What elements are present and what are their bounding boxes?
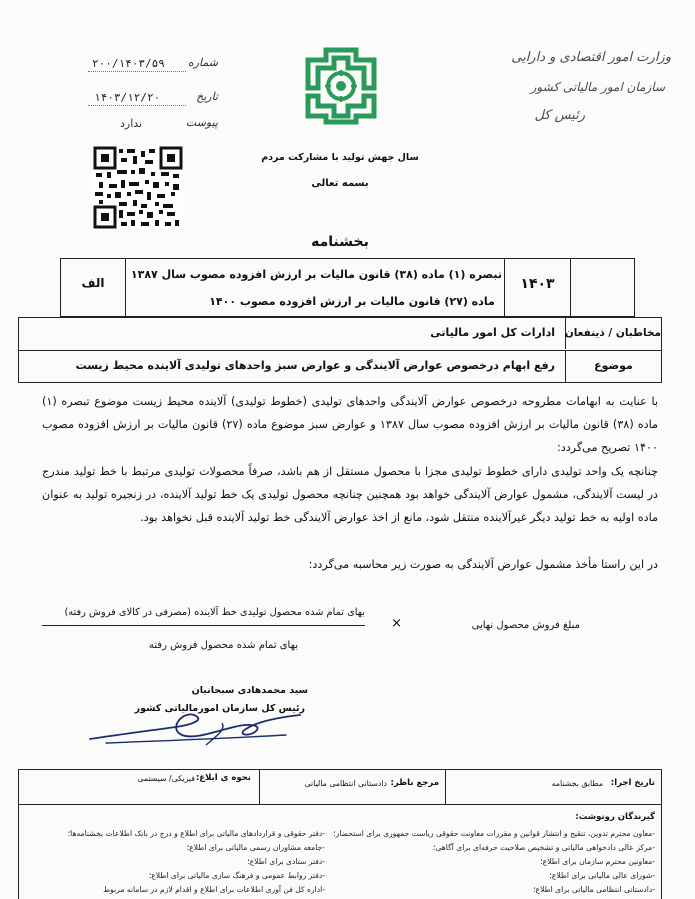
- signatory-title: رئیس کل سازمان امورمالیاتی کشور: [134, 703, 305, 714]
- formula-fraction-bar: [42, 625, 365, 626]
- body-paragraph-2: چنانچه یک واحد تولیدی دارای خطوط تولیدی مجزا با محصول مستقل از هم باشد، صرفاً محصولات تولیدی مرتبط با خط تولید مندرج در لیست آلایندگی، مشمول عوارض آلایندگی خواهد بود همچنین چنانچه محصول تولیدی یک خط تولید آلاینده، در زنجیره تولید به عنوان ماده اولیه به خط تولید دیگر غیرآلاینده منتقل شود، مانع از اخذ عوارض آلایندگی خط تولید آلاینده قبل نخواهد بود.: [42, 465, 658, 524]
- recipient-item: -دفتر حقوقی و قراردادهای مالیاتی برای اطلاع و درج در بانک اطلاعات بخشنامه‌ها؛: [67, 829, 325, 838]
- formula-denominator: بهای تمام شده محصول فروش رفته: [148, 640, 298, 651]
- year-slogan: سال جهش تولید با مشارکت مردم: [261, 152, 419, 163]
- letter-date-row: [88, 90, 218, 106]
- supervisor-cell: [259, 770, 445, 804]
- ref-subject-line-1: تبصره (۱) ماده (۳۸) قانون مالیات بر ارزش افزوده مصوب سال ۱۳۸۷: [130, 268, 502, 281]
- ref-year: ۱۴۰۳: [504, 259, 570, 316]
- subject-row: [18, 350, 662, 383]
- bismillah: بسمه تعالی: [311, 178, 369, 189]
- date-value: ۱۴۰۳/۱۲/۲۰: [94, 91, 161, 104]
- letter-attachment-row: [88, 116, 218, 132]
- ref-code: الف: [81, 276, 105, 290]
- ref-divider: [125, 259, 126, 316]
- addressee-value: ادارات کل امور مالیاتی: [430, 326, 555, 339]
- recipient-item: -شورای عالی مالیاتی برای اطلاع؛: [549, 871, 655, 880]
- recipients-right-column: [325, 829, 655, 899]
- subject-label: موضوع: [565, 351, 661, 382]
- document-type-title: بخشنامه: [311, 234, 369, 250]
- ref-subject-line-2: ماده (۲۷) قانون مالیات بر ارزش افزوده مصوب ۱۴۰۰: [209, 295, 495, 308]
- ministry-line-2: سازمان امور مالیاتی کشور: [530, 80, 665, 94]
- formula-numerator: بهای تمام شده محصول تولیدی خط آلاینده (مصرفی در کالای فروش رفته): [64, 607, 365, 618]
- supervisor-value: دادستانی انتظامی مالیاتی: [304, 779, 387, 788]
- attachment-label: پیوست: [185, 116, 218, 129]
- subject-value: رفع ابهام درخصوص عوارض آلایندگی و عوارض سبز واحدهای تولیدی آلاینده محیط زیست: [75, 359, 555, 372]
- ref-empty-cell: [570, 259, 634, 316]
- tax-organization-logo: [298, 40, 384, 126]
- qr-code: [93, 146, 183, 229]
- notify-method-value: فیزیکی/ سیستمی: [137, 774, 195, 783]
- execution-date-value: مطابق بخشنامه: [551, 779, 603, 788]
- body-paragraph-1: با عنایت به ابهامات مطروحه درخصوص عوارض آلایندگی واحدهای تولیدی (خطوط تولیدی) آلاینده محیط زیست موضوع تبصره (۱) ماده (۳۸) قانون مالیات بر ارزش افزوده مصوب سال ۱۳۸۷ و عوارض سبز موضوع ماده (۲۷) قانون مالیات بر ارزش افزوده مصوب ۱۴۰۰ تصریح می‌گردد:: [42, 395, 658, 454]
- formula-block: [40, 600, 580, 660]
- recipient-item: -اداره کل فن آوری اطلاعات برای اطلاع و اقدام لازم در سامانه مربوط: [103, 885, 325, 894]
- date-label: تاریخ: [196, 90, 218, 103]
- addressee-subject-table: [18, 317, 662, 383]
- supervisor-label: مرجع ناظر:: [390, 778, 439, 788]
- ministry-line-1: وزارت امور اقتصادی و دارایی: [511, 50, 671, 65]
- number-value: ۲۰۰/۱۴۰۳/۵۹: [92, 57, 165, 70]
- recipient-item: -مرکز عالی دادخواهی مالیاتی و تشخیص صلاحیت حرفه‌ای برای آگاهی؛: [433, 843, 655, 852]
- execution-date-label: تاریخ اجرا:: [610, 778, 655, 788]
- reference-table: [60, 258, 635, 317]
- execution-date-cell: [445, 770, 661, 804]
- notify-method-label: نحوه ی ابلاغ:: [195, 773, 251, 783]
- addressee-label: مخاطبان / ذینفعان: [565, 318, 661, 349]
- notify-method-cell: [19, 770, 257, 804]
- date-dots-line: [88, 105, 186, 106]
- recipients-box: [18, 805, 662, 899]
- attachment-value: ندارد: [120, 117, 143, 130]
- recipient-item: -جامعه مشاوران رسمی مالیاتی برای اطلاع؛: [186, 843, 325, 852]
- ministry-line-3: رئیس کل: [534, 108, 585, 123]
- formula-operator: ×: [391, 616, 402, 631]
- recipient-item: -دفتر روابط عمومی و فرهنگ سازی مالیاتی برای اطلاع؛: [148, 871, 325, 880]
- formula-left-label: مبلغ فروش محصول نهایی: [471, 620, 580, 631]
- recipient-item: -دفتر ستادی برای اطلاع؛: [247, 857, 325, 866]
- number-label: شماره: [187, 56, 218, 69]
- recipient-item: -معاونین محترم سازمان برای اطلاع؛: [540, 857, 655, 866]
- addressee-row: [18, 317, 662, 350]
- recipient-item: -معاون محترم تدوین، تنقیح و انتشار قوانین و مقررات معاونت حقوقی ریاست جمهوری برای استحضار؛: [333, 829, 655, 838]
- qr-code-icon: [93, 146, 183, 229]
- signatory-name: سید محمدهادی سبحانیان: [191, 685, 308, 696]
- execution-meta-row: [18, 769, 662, 805]
- handwritten-signature: [86, 705, 306, 757]
- recipients-title: گیرندگان رونوشت:: [575, 812, 655, 822]
- signature-scribble-icon: [86, 705, 306, 757]
- logo-emblem-icon: [298, 40, 384, 126]
- letter-number-row: [88, 56, 218, 72]
- body-paragraph-3: در این راستا مأخذ مشمول عوارض آلایندگی به صورت زیر محاسبه می‌گردد:: [308, 558, 658, 571]
- number-dots-line: [88, 71, 186, 72]
- recipients-left-column: [25, 829, 325, 899]
- recipient-item: -دادستانی انتظامی مالیاتی برای اطلاع؛: [533, 885, 655, 894]
